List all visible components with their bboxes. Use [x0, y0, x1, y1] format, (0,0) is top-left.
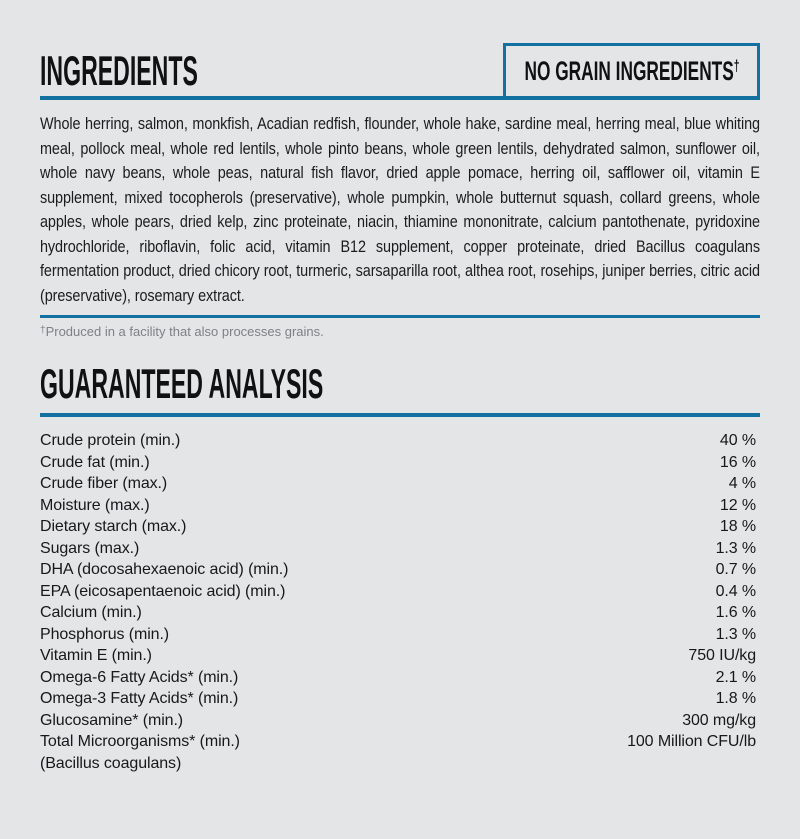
analysis-row-label — [40, 602, 142, 624]
analysis-row-value: 750 IU/kg — [688, 647, 756, 664]
analysis-row-value: 1.3 % — [715, 539, 756, 557]
analysis-row-value: 12 % — [719, 496, 756, 514]
analysis-row-label — [40, 710, 183, 732]
analysis-row-label-text: Glucosamine* (min.) — [40, 711, 184, 729]
analysis-row — [40, 430, 760, 452]
analysis-header — [40, 360, 760, 417]
no-grain-badge — [503, 43, 760, 100]
analysis-row-label-text: Omega-3 Fatty Acids* (min.) — [40, 690, 239, 707]
analysis-row — [40, 624, 760, 646]
analysis-row-value: 4 % — [728, 475, 756, 492]
analysis-row-label-text: Dietary starch (max.) — [40, 518, 187, 535]
footnote — [40, 323, 760, 340]
analysis-row-label — [40, 624, 169, 646]
footnote-divider — [40, 315, 760, 318]
analysis-row-value: 100 Million CFU/lb — [627, 733, 756, 750]
ingredients-title: INGREDIENTS — [40, 47, 198, 94]
analysis-row — [40, 710, 760, 732]
ingredients-paragraph-wrap — [40, 112, 760, 306]
label-page — [0, 39, 800, 839]
analysis-row-value: 2.1 % — [715, 668, 756, 686]
analysis-row-label-text: EPA (eicosapentaenoic acid) (min.) — [40, 582, 286, 600]
analysis-row-label-text: Phosphorus (min.) — [40, 625, 170, 643]
analysis-row-value: 300 mg/kg — [682, 711, 756, 729]
analysis-row-label-text: Moisture (max.) — [40, 496, 150, 514]
analysis-row-label — [40, 495, 150, 517]
analysis-row — [40, 495, 760, 517]
analysis-row-label-text: Crude fat (min.) — [40, 453, 150, 471]
no-grain-badge-text: NO GRAIN INGREDIENTS — [524, 56, 734, 86]
analysis-row-label — [40, 731, 240, 774]
analysis-row-label — [40, 473, 167, 495]
analysis-row-value: 40 % — [719, 432, 756, 449]
dagger-icon: † — [733, 58, 739, 75]
analysis-row — [40, 581, 760, 603]
analysis-row-label-text: Crude protein (min.) — [40, 432, 181, 449]
analysis-row-value: 1.8 % — [715, 690, 756, 707]
analysis-row-label-text: Total Microorganisms* (min.) — [40, 733, 240, 750]
analysis-row — [40, 667, 760, 689]
analysis-row-label — [40, 688, 238, 710]
analysis-row-label-text: Crude fiber (max.) — [40, 475, 168, 492]
analysis-row-value: 16 % — [719, 453, 756, 471]
analysis-row-sublabel: (Bacillus coagulans) — [40, 754, 182, 772]
analysis-row-label — [40, 581, 285, 603]
analysis-row — [40, 731, 760, 774]
analysis-row-value: 0.7 % — [715, 561, 756, 578]
analysis-row-label-text: DHA (docosahexaenoic acid) (min.) — [40, 561, 289, 578]
analysis-row-label — [40, 645, 152, 667]
analysis-row — [40, 645, 760, 667]
analysis-row — [40, 602, 760, 624]
ingredients-paragraph: Whole herring, salmon, monkfish, Acadian redfish, flounder, whole hake, sardine meal, herring meal, blue whiting meal, pollock meal, whole red lentils, whole pinto beans, whole green lentils, dehydrated salmon, sunflower oil, whole navy beans, whole peas, natural fish flavor, dried apple pomace, herring oil, safflower oil, vitamin E supplement, mixed tocopherols (preservative), whole pumpkin, whole butternut squash, collard greens, whole apples, whole pears, dried kelp, zinc proteinate, niacin, thiamine mononitrate, calcium pantothenate, pyridoxine hydrochloride, riboflavin, folic acid, vitamin B12 supplement, copper proteinate, dried Bacillus coagulans fermentation product, dried chicory root, turmeric, sarsaparilla root, althea root, rosehips, juniper berries, citric acid (preservative), rosemary extract. — [40, 114, 760, 305]
analysis-row-label-text: Vitamin E (min.) — [40, 647, 152, 664]
analysis-row-value: 18 % — [719, 518, 756, 535]
analysis-row — [40, 516, 760, 538]
analysis-row-label — [40, 452, 150, 474]
analysis-row — [40, 559, 760, 581]
ingredients-header — [40, 39, 760, 100]
analysis-row-label-text: Calcium (min.) — [40, 604, 142, 621]
analysis-row-label — [40, 430, 180, 452]
analysis-row-label-text: Omega-6 Fatty Acids* (min.) — [40, 668, 239, 686]
analysis-title: GUARANTEED ANALYSIS — [40, 360, 324, 407]
analysis-row-value: 1.3 % — [715, 625, 756, 643]
analysis-row-value: 1.6 % — [715, 604, 756, 621]
analysis-table — [40, 430, 760, 774]
analysis-row — [40, 538, 760, 560]
analysis-row-label — [40, 516, 186, 538]
footnote-text: Produced in a facility that also processes grains. — [45, 324, 324, 339]
analysis-row-label — [40, 667, 238, 689]
analysis-row-label — [40, 559, 288, 581]
analysis-row — [40, 452, 760, 474]
analysis-row-value: 0.4 % — [715, 582, 756, 600]
analysis-row — [40, 473, 760, 495]
no-grain-badge-label — [524, 58, 739, 85]
analysis-row-label — [40, 538, 139, 560]
footnote-dagger-icon: † — [40, 325, 46, 336]
analysis-row — [40, 688, 760, 710]
analysis-row-label-text: Sugars (max.) — [40, 539, 140, 557]
